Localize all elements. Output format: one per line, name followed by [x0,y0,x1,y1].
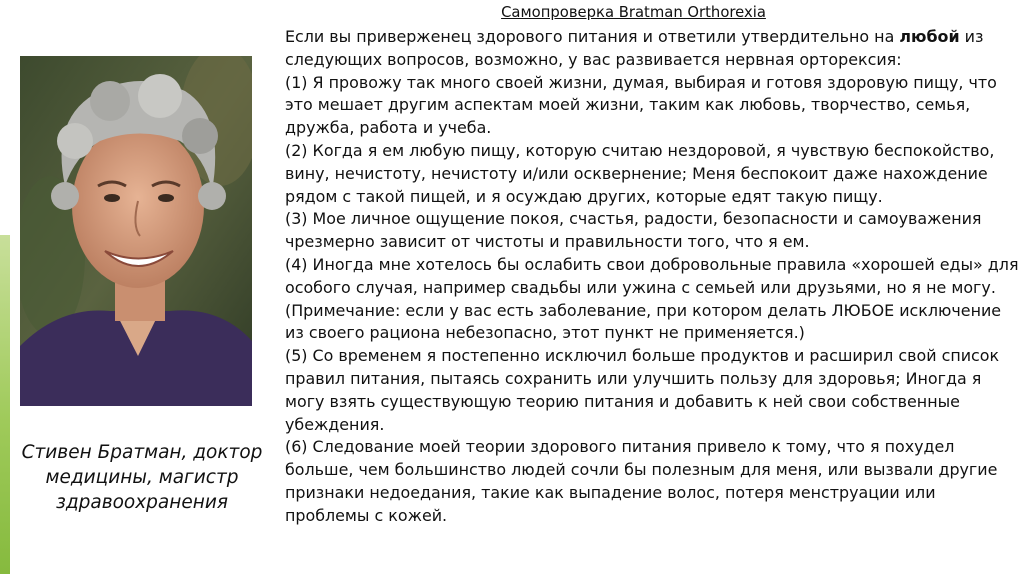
portrait-photo [20,56,252,406]
article-title: Самопроверка Bratman Orthorexia [501,4,766,21]
question-item: (6) Следование моей теории здорового питания привело к тому, что я похудел больше, чем большинство людей сочли бы полезным для меня, или вызвали другие признаки недоедания, такие как выпадение волос, потеря менструации или проблемы с кожей. [285,437,998,525]
intro-text: из следующих вопросов, возможно, у вас развивается нервная орторексия: [285,27,984,69]
question-item: (2) Когда я ем любую пищу, которую считаю нездоровой, я чувствую беспокойство, вину, нечистоту, нечистоту и/или осквернение; Меня беспокоит даже нахождение рядом с такой пищей, и я осуждаю других, которые едят такую пищу. [285,140,995,206]
article [285,3,1020,528]
portrait-caption [6,440,278,515]
intro-text: Если вы приверженец здорового питания и ответили утвердительно на [285,27,900,46]
intro-paragraph [285,26,1020,72]
question-item: (4) Иногда мне хотелось бы ослабить свои добровольные правила «хорошей еды» для особого случая, например свадьбы или ужина с семьей или друзьями, но я не могу. (Примечание: если у вас есть заболевание, при котором делать ЛЮБОЕ исключение из своего рациона небезопасно, этот пункт не применяется.) [285,254,1019,343]
caption-line: здравоохранения [55,492,228,513]
question-item: (1) Я провожу так много своей жизни, думая, выбирая и готовя здоровую пищу, что это мешает другим аспектам моей жизни, таким как любовь, творчество, семья, дружба, работа и учеба. [285,72,997,138]
caption-line: медицины, магистр [45,467,239,488]
intro-emphasis: любой [899,27,960,46]
question-item: (5) Со временем я постепенно исключил больше продуктов и расширил свой список правил питания, пытаясь сохранить или улучшить пользу для здоровья; Иногда я могу взять существующую теорию питания и добавить к ней свои собственные убеждения. [285,346,1000,434]
accent-bar [0,235,10,574]
question-item: (3) Мое личное ощущение покоя, счастья, радости, безопасности и самоуважения чрезмерно зависит от чистоты и правильности того, что я ем. [285,209,982,252]
caption-line: Стивен Братман, доктор [21,442,263,463]
